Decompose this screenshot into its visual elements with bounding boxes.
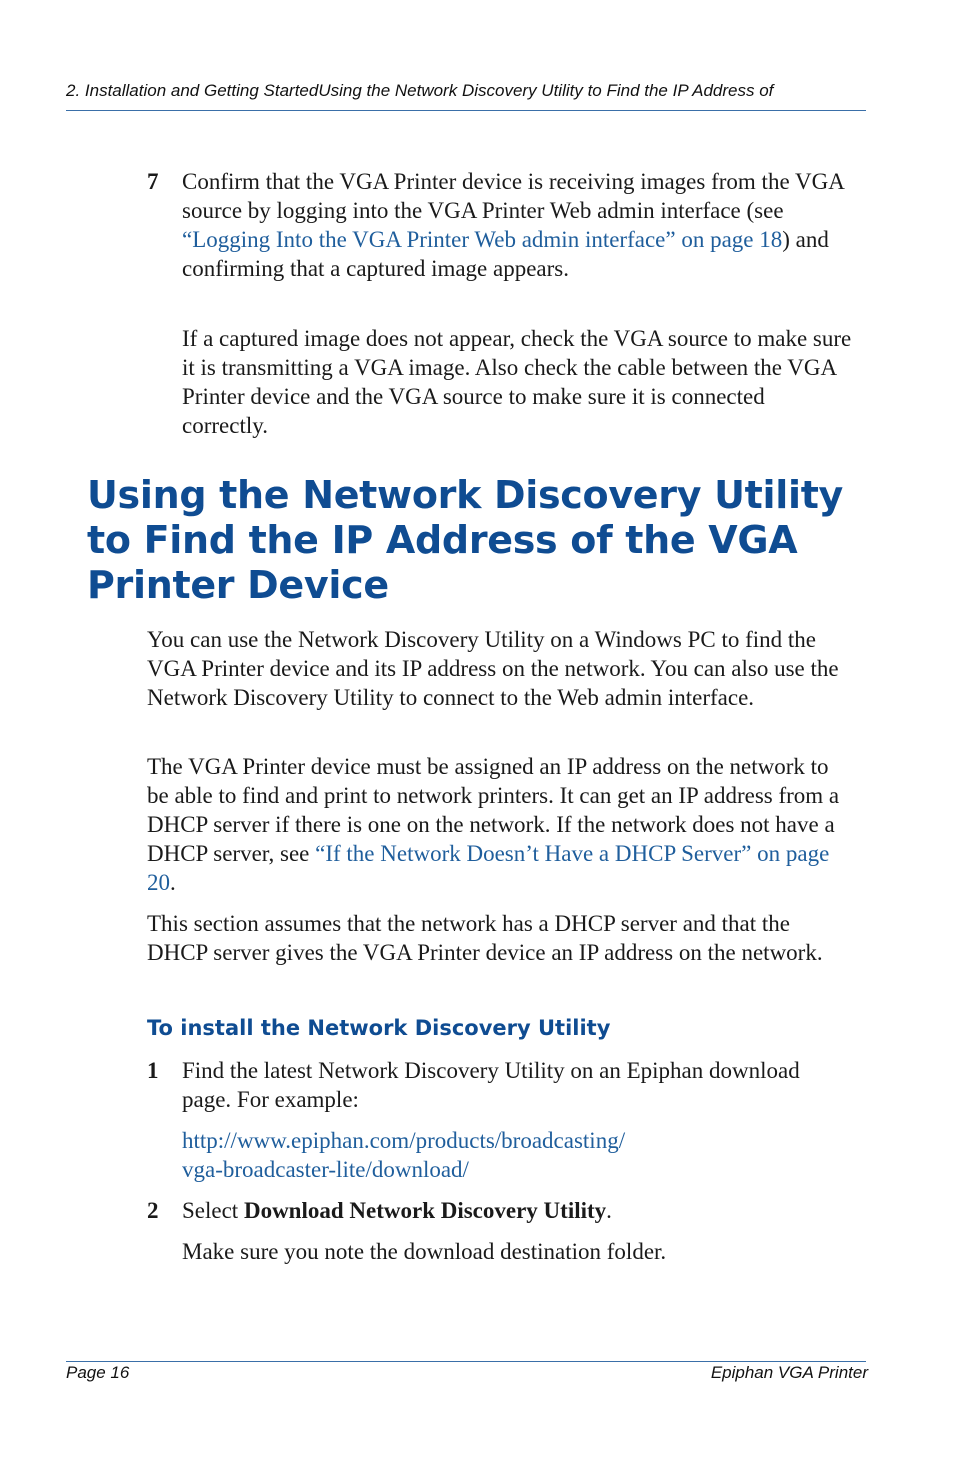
- procedure-heading: To install the Network Discovery Utility: [147, 1016, 611, 1040]
- section-paragraph-1: You can use the Network Discovery Utility on a Windows PC to find the VGA Printer device and its IP address on the network. You can also use the Network Discovery Utility to connect to the Web admin interface.: [147, 627, 839, 710]
- step-7-followup: If a captured image does not appear, check the VGA source to make sure it is transmitting a VGA image. Also check the cable between the VGA Printer device and the VGA source to make sure it is connected correctly.: [182, 326, 852, 438]
- step-number-1: 1: [147, 1058, 159, 1083]
- step-7-text-after: ) and confirming that a captured image appears.: [182, 227, 829, 281]
- section-paragraph-2-after: .: [170, 870, 176, 895]
- page-number: Page 16: [66, 1363, 130, 1382]
- product-name: Epiphan VGA Printer: [710, 1363, 868, 1382]
- section-paragraph-3: This section assumes that the network has a DHCP server and that the DHCP server gives the VGA Printer device an IP address on the network.: [147, 911, 823, 965]
- header-rule: [66, 110, 866, 111]
- running-header: 2. Installation and Getting StartedUsing the Network Discovery Utility to Find the IP Address of: [66, 81, 774, 100]
- step-2-prefix: Select: [182, 1198, 244, 1223]
- download-url-link[interactable]: [182, 1126, 854, 1184]
- download-utility-command: Download Network Discovery Utility: [243, 1198, 607, 1223]
- download-url-line-1[interactable]: http://www.epiphan.com/products/broadcasting/: [182, 1128, 626, 1153]
- step-2-note: Make sure you note the download destination folder.: [182, 1239, 667, 1264]
- step-2-text: [182, 1196, 854, 1225]
- step-7-text: [182, 167, 854, 283]
- section-paragraph-2-before: The VGA Printer device must be assigned an IP address on the network to be able to find and print to network printers. It can get an IP address from a DHCP server if there is one on the network. If the network does not have a DHCP server, see: [147, 754, 840, 866]
- step-2-suffix: .: [606, 1198, 612, 1223]
- logging-into-web-admin-link[interactable]: “Logging Into the VGA Printer Web admin interface” on page 18: [182, 227, 783, 252]
- step-7-text-before: Confirm that the VGA Printer device is receiving images from the VGA source by logging into the VGA Printer Web admin interface (see: [182, 169, 844, 223]
- step-1-text: Find the latest Network Discovery Utility on an Epiphan download page. For example:: [182, 1058, 800, 1112]
- no-dhcp-server-link[interactable]: “If the Network Doesn’t Have a DHCP Server” on page 20: [147, 841, 830, 895]
- section-title: Using the Network Discovery Utility to Find the IP Address of the VGA Printer Device: [87, 473, 844, 607]
- running-footer: [66, 1362, 868, 1384]
- step-number-2: 2: [147, 1198, 159, 1223]
- section-paragraph-2: [147, 752, 847, 897]
- download-url-line-2[interactable]: vga-broadcaster-lite/download/: [182, 1157, 469, 1182]
- step-number-7: 7: [147, 169, 159, 194]
